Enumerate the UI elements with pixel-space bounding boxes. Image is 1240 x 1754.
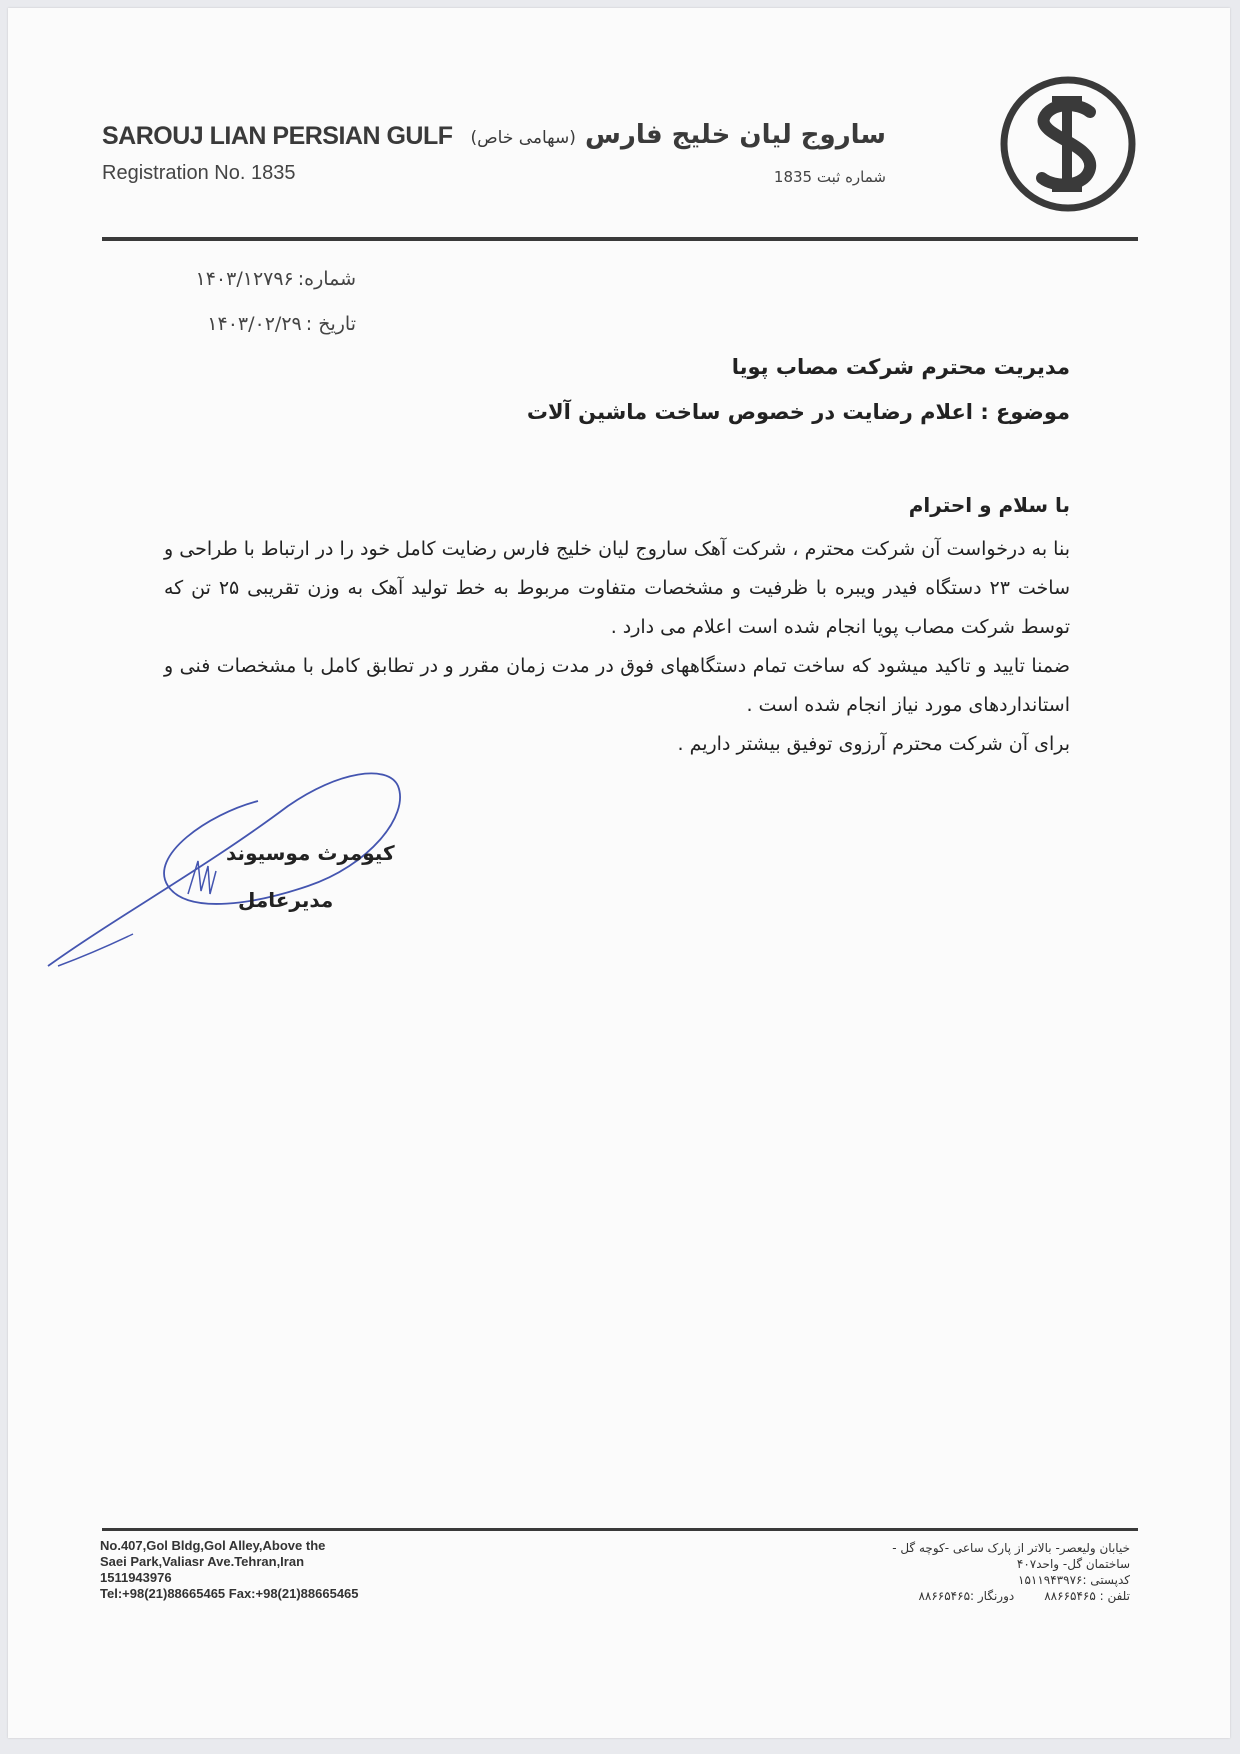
recipient: مدیریت محترم شرکت مصاب پویا [731, 355, 1070, 379]
company-name-en: SAROUJ LIAN PERSIAN GULF [102, 122, 453, 150]
footer-en-line: Saei Park,Valiasr Ave.Tehran,Iran [100, 1554, 305, 1569]
signatory-title: مدیرعامل [238, 888, 334, 912]
letter-date-value: ۱۴۰۳/۰۲/۲۹ [207, 313, 302, 335]
registration-number-fa: شماره ثبت 1835 [773, 168, 886, 186]
body-paragraph-2: ضمنا تایید و تاکید میشود که ساخت تمام دستگاههای فوق در مدت زمان مقرر و در تطابق کامل با مشخصات فنی و استانداردهای مورد نیاز انجام شده است . [164, 655, 1070, 716]
header-divider [102, 237, 1138, 241]
company-type-fa: (سهامی خاص) [470, 128, 576, 148]
signatory-name: کیومرث موسیوند [226, 841, 395, 865]
letter-number [176, 268, 356, 290]
footer-divider [102, 1528, 1138, 1531]
footer-fa-phone: تلفن : ۸۸۶۶۵۴۶۵ [1044, 1589, 1130, 1603]
footer-fa-fax: دورنگار :۸۸۶۶۵۴۶۵ [918, 1589, 1015, 1603]
letter-date-label: تاریخ : [305, 313, 356, 335]
footer-en-contact: Tel:+98(21)88665465 Fax:+98(21)88665465 [100, 1586, 359, 1601]
company-logo-icon [998, 74, 1138, 214]
footer-en-line: No.407,Gol Bldg,Gol Alley,Above the [100, 1538, 326, 1553]
registration-number-en: Registration No. 1835 [102, 162, 296, 184]
handwritten-signature [38, 766, 438, 1006]
letter-date [176, 313, 356, 335]
letter-number-label: شماره: [297, 268, 356, 290]
footer-en-line: 1511943976 [100, 1570, 172, 1585]
company-name-fa-text: ساروج لیان خلیج فارس [584, 120, 886, 150]
letter-page [8, 8, 1230, 1738]
footer-fa-contact [892, 1588, 1130, 1604]
letter-body [164, 530, 1070, 764]
footer-fa-line: ساختمان گل- واحد۴۰۷ [1016, 1557, 1130, 1571]
body-paragraph-3: برای آن شرکت محترم آرزوی توفیق بیشتر داریم . [677, 733, 1070, 755]
subject: موضوع : اعلام رضایت در خصوص ساخت ماشین آلات [526, 400, 1070, 424]
body-paragraph-1: بنا به درخواست آن شرکت محترم ، شرکت آهک ساروج لیان خلیج فارس رضایت کامل خود را در ارتباط با طراحی و ساخت ۲۳ دستگاه فیدر ویبره با ظرفیت و مشخصات متفاوت مربوط به خط تولید آهک به وزن تقریبی ۲۵ تن که توسط شرکت مصاب پویا انجام شده است اعلام می دارد . [164, 538, 1070, 638]
company-name-fa [470, 120, 886, 150]
footer-fa-line: خیابان ولیعصر- بالاتر از پارک ساعی -کوچه گل - [892, 1541, 1130, 1555]
greeting: با سلام و احترام [908, 493, 1070, 517]
letter-number-value: ۱۴۰۳/۱۲۷۹۶ [195, 268, 294, 290]
footer-address-fa [892, 1540, 1130, 1604]
footer-fa-line: کدپستی :۱۵۱۱۹۴۳۹۷۶ [1018, 1573, 1130, 1587]
footer-address-en [100, 1538, 359, 1602]
